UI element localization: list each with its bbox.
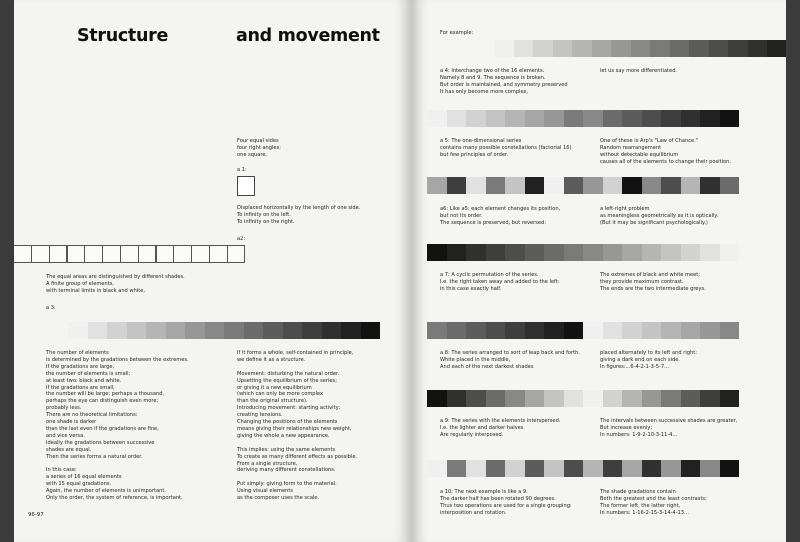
shade-cell bbox=[661, 322, 681, 339]
text-line: I.e. the right taken away and added to the left: bbox=[440, 278, 560, 285]
a9-text-right bbox=[600, 418, 737, 439]
shade-cell bbox=[622, 110, 642, 127]
shade-cell bbox=[486, 322, 506, 339]
shade-cell bbox=[603, 460, 623, 477]
shade-cell bbox=[427, 322, 447, 339]
title-and-movement: and movement bbox=[236, 26, 380, 46]
intro-text: Four equal sides four right angles: one square. bbox=[237, 138, 281, 158]
grid-square bbox=[227, 245, 246, 263]
text-line: as meaningless geometrically as it is optically. bbox=[600, 212, 719, 219]
text-line: a 8: The series arranged to sort of leap back and forth. bbox=[440, 350, 580, 356]
text-line: Using visual elements bbox=[237, 488, 294, 495]
shade-cell bbox=[592, 40, 612, 57]
shade-cell bbox=[505, 460, 525, 477]
text-line: (which can only be more complex bbox=[237, 391, 323, 398]
shade-cell bbox=[466, 460, 486, 477]
text-line: To create as many different effects as possible. bbox=[237, 453, 358, 460]
text-line: White placed in the middle, bbox=[440, 356, 511, 363]
text-line: If the gradations are small, bbox=[46, 384, 115, 391]
shade-cell bbox=[505, 322, 525, 339]
text-line: In figures:...6-4-2-1-3-5-7... bbox=[600, 363, 669, 370]
grid-square bbox=[14, 245, 32, 263]
text-line: There are no theoretical limitations: bbox=[46, 412, 138, 419]
text-line: In numbers: 1-9-2-10-3-11-4... bbox=[600, 431, 678, 438]
shade-cell bbox=[700, 322, 720, 339]
a8-text-right bbox=[600, 350, 697, 371]
text-line: giving the whole a new appearance. bbox=[237, 432, 330, 439]
text-line: placed alternately to its left and right: bbox=[600, 350, 697, 356]
page-number: 96-97 bbox=[28, 512, 44, 518]
gradient-row-a4 bbox=[427, 110, 739, 127]
a4-text-right bbox=[600, 68, 677, 75]
a2-label: a2: bbox=[237, 236, 246, 242]
shade-cell bbox=[720, 244, 740, 261]
text-line: Upsetting the equilibrium of the series; bbox=[237, 377, 337, 384]
a3-label: a 3: bbox=[46, 305, 56, 311]
a6-text-right bbox=[600, 206, 718, 227]
shade-cell bbox=[631, 40, 651, 57]
shade-cell bbox=[767, 40, 786, 57]
shade-cell bbox=[681, 177, 701, 194]
text-line: Changing the positions of the elements bbox=[237, 419, 338, 426]
a9-text-left bbox=[440, 418, 560, 439]
text-line: Are regularly interposed. bbox=[440, 431, 504, 438]
shade-cell bbox=[544, 390, 564, 407]
shade-cell bbox=[427, 177, 447, 194]
text-line: at least two: black and white. bbox=[46, 377, 122, 384]
shade-cell bbox=[681, 110, 701, 127]
text-line: than the original structure). bbox=[237, 398, 308, 405]
shade-cell bbox=[466, 322, 486, 339]
text-line bbox=[237, 440, 357, 447]
text-line: a series of 16 equal elements bbox=[46, 474, 122, 481]
shade-cell bbox=[341, 322, 361, 339]
shade-cell bbox=[107, 322, 127, 339]
equal-areas-text: The equal areas are distinguished by different shades. A finite group of elements, with terminal limits in black and white, bbox=[46, 274, 185, 294]
shade-cell bbox=[486, 244, 506, 261]
text-line bbox=[46, 461, 189, 468]
shade-cell bbox=[486, 110, 506, 127]
shade-cell bbox=[603, 322, 623, 339]
shade-cell bbox=[670, 40, 690, 57]
text-column-2 bbox=[237, 350, 357, 502]
shade-cell bbox=[525, 322, 545, 339]
text-line: (But it may be significant psychologically.) bbox=[600, 219, 708, 226]
shade-cell bbox=[603, 244, 623, 261]
shade-cell bbox=[564, 177, 584, 194]
text-line: a 10: The next example is like a 9. bbox=[440, 489, 528, 495]
shade-cell bbox=[603, 110, 623, 127]
text-line: In this case: bbox=[46, 467, 77, 474]
a10-text-left bbox=[440, 489, 572, 517]
shade-cell bbox=[302, 322, 322, 339]
text-line: It has only become more complex, bbox=[440, 88, 529, 95]
shade-cell bbox=[748, 40, 768, 57]
shade-cell bbox=[661, 177, 681, 194]
grid-square bbox=[31, 245, 50, 263]
shade-cell bbox=[486, 390, 506, 407]
shade-cell bbox=[642, 177, 662, 194]
gradient-row-a8 bbox=[427, 390, 739, 407]
text-line: let us say more differentiated. bbox=[600, 68, 678, 74]
shade-cell bbox=[427, 110, 447, 127]
gradient-row-a5 bbox=[427, 177, 739, 194]
shade-cell bbox=[166, 322, 186, 339]
text-line: Then the series forms a natural order. bbox=[46, 453, 143, 460]
for-example-label: For example: bbox=[440, 30, 474, 36]
text-line: Put simply: giving form to the material. bbox=[237, 481, 337, 488]
text-line: probably less. bbox=[46, 405, 82, 412]
shade-cell bbox=[525, 110, 545, 127]
text-line: a6: Like a5: each element changes its position, bbox=[440, 206, 561, 212]
shade-cell bbox=[583, 460, 603, 477]
right-page bbox=[411, 0, 786, 542]
shade-cell bbox=[525, 244, 545, 261]
shade-cell bbox=[466, 390, 486, 407]
shade-cell bbox=[661, 110, 681, 127]
a5-text-right bbox=[600, 138, 731, 166]
text-line: From a single structure, bbox=[237, 460, 298, 467]
shade-cell bbox=[583, 177, 603, 194]
shade-cell bbox=[447, 177, 467, 194]
shade-cell bbox=[583, 244, 603, 261]
text-line: Both the greatest and the least contrasts; bbox=[600, 495, 707, 502]
a6-text-left bbox=[440, 206, 560, 227]
grid-square bbox=[49, 245, 68, 263]
text-line: Only the order, the system of reference, is important. bbox=[46, 495, 183, 502]
text-line: a 4: Interchange two of the 16 elements. bbox=[440, 68, 545, 74]
text-line: they provide maximum contrast. bbox=[600, 278, 684, 285]
text-line: we define it as a structure. bbox=[237, 356, 306, 363]
grid-square bbox=[138, 245, 157, 263]
shade-cell bbox=[505, 177, 525, 194]
text-line: I.e. the lighter and darker halves bbox=[440, 424, 524, 431]
shade-cell bbox=[322, 322, 342, 339]
shade-cell bbox=[603, 390, 623, 407]
shade-cell bbox=[533, 40, 553, 57]
shade-cell bbox=[244, 322, 264, 339]
shade-cell bbox=[447, 322, 467, 339]
text-line: Thus two operations are used for a single grouping: bbox=[440, 502, 572, 509]
shade-cell bbox=[525, 390, 545, 407]
shade-cell bbox=[700, 110, 720, 127]
shade-cell bbox=[583, 322, 603, 339]
shade-cell bbox=[689, 40, 709, 57]
shade-cell bbox=[681, 244, 701, 261]
text-line: interposition and rotation. bbox=[440, 509, 507, 516]
text-line: contains many possible constellations (factorial 16) bbox=[440, 144, 572, 151]
shade-cell bbox=[681, 390, 701, 407]
shade-cell bbox=[700, 177, 720, 194]
text-line: The sequence is preserved, but reversed: bbox=[440, 219, 546, 226]
shade-cell bbox=[68, 322, 88, 339]
text-line: a 9: The series with the elements interspersed. bbox=[440, 418, 561, 424]
shade-cell bbox=[427, 460, 447, 477]
shade-cell bbox=[709, 40, 729, 57]
grid-square bbox=[102, 245, 121, 263]
text-line: giving a dark end on each side. bbox=[600, 356, 681, 363]
text-line: is determined by the gradations between the extremes. bbox=[46, 356, 189, 363]
shade-cell bbox=[720, 177, 740, 194]
a7-text-left bbox=[440, 272, 559, 293]
shade-cell bbox=[544, 322, 564, 339]
a7-text-right bbox=[600, 272, 706, 293]
shade-cell bbox=[622, 322, 642, 339]
text-line: Again, the number of elements is unimportant. bbox=[46, 488, 166, 495]
text-line: with 15 equal gradations. bbox=[46, 481, 112, 488]
shade-cell bbox=[185, 322, 205, 339]
a4-text-left bbox=[440, 68, 568, 96]
shade-cell bbox=[525, 460, 545, 477]
shade-cell bbox=[583, 390, 603, 407]
a10-text-right bbox=[600, 489, 707, 517]
shade-cell bbox=[127, 322, 147, 339]
shade-cell bbox=[283, 322, 303, 339]
text-line: Introducing movement: starting activity; bbox=[237, 405, 341, 412]
text-column-1 bbox=[46, 350, 189, 502]
shade-cell bbox=[720, 322, 740, 339]
shade-cell bbox=[564, 110, 584, 127]
displaced-text: Displaced horizontally by the length of one side. To infinity on the left. To infinity on the right. bbox=[237, 205, 361, 225]
text-line: Ideally the gradations between successive bbox=[46, 439, 155, 446]
shade-cell bbox=[447, 110, 467, 127]
gradient-row-a7 bbox=[427, 322, 739, 339]
shade-cell bbox=[583, 110, 603, 127]
text-line: The number of elements bbox=[46, 350, 109, 356]
shade-cell bbox=[611, 40, 631, 57]
text-line: a left-right problem bbox=[600, 206, 650, 212]
text-line: causes all of the elements to change their position. bbox=[600, 158, 731, 165]
shade-cell bbox=[661, 460, 681, 477]
text-line: means giving their relationships new weight, bbox=[237, 425, 352, 432]
text-line: The extremes of black and white meet; bbox=[600, 272, 701, 278]
text-line: shades are equal. bbox=[46, 446, 92, 453]
shade-cell bbox=[720, 390, 740, 407]
text-line bbox=[237, 474, 357, 481]
grid-square bbox=[156, 245, 175, 263]
shade-cell bbox=[564, 390, 584, 407]
gradient-row-a9 bbox=[427, 460, 739, 477]
shade-cell bbox=[447, 390, 467, 407]
shade-cell bbox=[486, 460, 506, 477]
shade-cell bbox=[466, 110, 486, 127]
shade-cell bbox=[622, 244, 642, 261]
shade-cell bbox=[642, 322, 662, 339]
text-line: a 7: A cyclic permutation of the series. bbox=[440, 272, 539, 278]
shade-cell bbox=[661, 390, 681, 407]
text-line: Random rearrangement bbox=[600, 144, 662, 151]
shade-cell bbox=[525, 177, 545, 194]
shade-cell bbox=[564, 322, 584, 339]
square-row-a2 bbox=[14, 245, 245, 263]
text-line: But order is maintained, and symmetry preserved bbox=[440, 81, 568, 88]
shade-cell bbox=[572, 40, 592, 57]
text-line: The intervals between successive shades are greater, bbox=[600, 418, 738, 424]
text-line: than the last even if the gradations are fine, bbox=[46, 425, 159, 432]
shade-cell bbox=[205, 322, 225, 339]
shade-cell bbox=[486, 177, 506, 194]
shade-cell bbox=[642, 110, 662, 127]
text-line: The ends are the two intermediate greys. bbox=[600, 285, 706, 292]
shade-cell bbox=[544, 460, 564, 477]
text-line: but not its order. bbox=[440, 212, 483, 219]
text-line: the number of elements is small; bbox=[46, 370, 131, 377]
gradient-row-a6 bbox=[427, 244, 739, 261]
shade-cell bbox=[603, 177, 623, 194]
left-page bbox=[14, 0, 411, 542]
shade-cell bbox=[505, 244, 525, 261]
text-line: a 5: The one-dimensional series bbox=[440, 138, 522, 144]
shade-cell bbox=[466, 177, 486, 194]
text-line: But increase evenly; bbox=[600, 424, 653, 431]
text-line: Namely 8 and 9. The sequence is broken. bbox=[440, 74, 546, 81]
shade-cell bbox=[146, 322, 166, 339]
shade-cell bbox=[681, 460, 701, 477]
grid-square bbox=[209, 245, 228, 263]
shade-cell bbox=[700, 460, 720, 477]
shade-cell bbox=[494, 40, 514, 57]
shade-cell bbox=[720, 460, 740, 477]
text-line: Movement: disturbing the natural order. bbox=[237, 370, 340, 377]
shade-cell bbox=[700, 390, 720, 407]
text-line: perhaps the eye can distinguish even more; bbox=[46, 398, 159, 405]
shade-cell bbox=[700, 244, 720, 261]
shade-cell bbox=[427, 244, 447, 261]
text-line: in this case exactly half. bbox=[440, 285, 502, 292]
text-line: One of these is Arp's "Law of Chance." bbox=[600, 138, 699, 144]
gradient-row-a3 bbox=[68, 322, 380, 339]
title-structure: Structure bbox=[77, 26, 169, 46]
text-line: and vice versa. bbox=[46, 432, 85, 439]
text-line: The darker half has been rotated 90 degrees. bbox=[440, 495, 556, 502]
text-line: creating tensions. bbox=[237, 412, 283, 419]
shade-cell bbox=[544, 110, 564, 127]
text-line bbox=[237, 364, 357, 371]
grid-square bbox=[120, 245, 139, 263]
text-line: The former left, the latter right, bbox=[600, 502, 681, 509]
square-a1 bbox=[237, 176, 255, 196]
a8-text-left bbox=[440, 350, 580, 371]
shade-cell bbox=[661, 244, 681, 261]
shade-cell bbox=[650, 40, 670, 57]
text-line: And each of the next darkest shades bbox=[440, 363, 534, 370]
gradient-row-top bbox=[494, 40, 786, 57]
text-line: one shade is darker bbox=[46, 419, 97, 426]
grid-square bbox=[173, 245, 192, 263]
shade-cell bbox=[447, 460, 467, 477]
shade-cell bbox=[728, 40, 748, 57]
shade-cell bbox=[564, 244, 584, 261]
shade-cell bbox=[564, 460, 584, 477]
text-line: but few principles of order. bbox=[440, 151, 509, 158]
shade-cell bbox=[622, 390, 642, 407]
text-line: without detectable equilibrium bbox=[600, 151, 679, 158]
shade-cell bbox=[263, 322, 283, 339]
shade-cell bbox=[447, 244, 467, 261]
grid-square bbox=[84, 245, 103, 263]
shade-cell bbox=[720, 110, 740, 127]
text-line: If the gradations are large, bbox=[46, 363, 115, 370]
text-line: The shade gradations contain bbox=[600, 489, 676, 495]
shade-cell bbox=[544, 244, 564, 261]
shade-cell bbox=[642, 390, 662, 407]
text-line: as the composer uses the scale. bbox=[237, 495, 320, 502]
shade-cell bbox=[466, 244, 486, 261]
text-line: or giving it a new equilibrium bbox=[237, 384, 312, 391]
shade-cell bbox=[427, 390, 447, 407]
text-line: deriving many different constellations. bbox=[237, 467, 336, 474]
shade-cell bbox=[622, 177, 642, 194]
shade-cell bbox=[361, 322, 381, 339]
shade-cell bbox=[505, 390, 525, 407]
shade-cell bbox=[514, 40, 534, 57]
shade-cell bbox=[505, 110, 525, 127]
shade-cell bbox=[642, 244, 662, 261]
shade-cell bbox=[88, 322, 108, 339]
shade-cell bbox=[224, 322, 244, 339]
shade-cell bbox=[544, 177, 564, 194]
shade-cell bbox=[553, 40, 573, 57]
text-line: If it forms a whole, self-contained in principle, bbox=[237, 350, 354, 356]
text-line: This implies: using the same elements bbox=[237, 446, 336, 453]
text-line: the number will be large; perhaps a thousand, bbox=[46, 391, 165, 398]
a5-text-left bbox=[440, 138, 571, 159]
shade-cell bbox=[622, 460, 642, 477]
shade-cell bbox=[681, 322, 701, 339]
shade-cell bbox=[642, 460, 662, 477]
grid-square bbox=[67, 245, 86, 263]
text-line: In numbers: 1-16-2-15-3-14-4-13... bbox=[600, 509, 689, 516]
grid-square bbox=[191, 245, 210, 263]
a1-label: a 1: bbox=[237, 167, 247, 173]
